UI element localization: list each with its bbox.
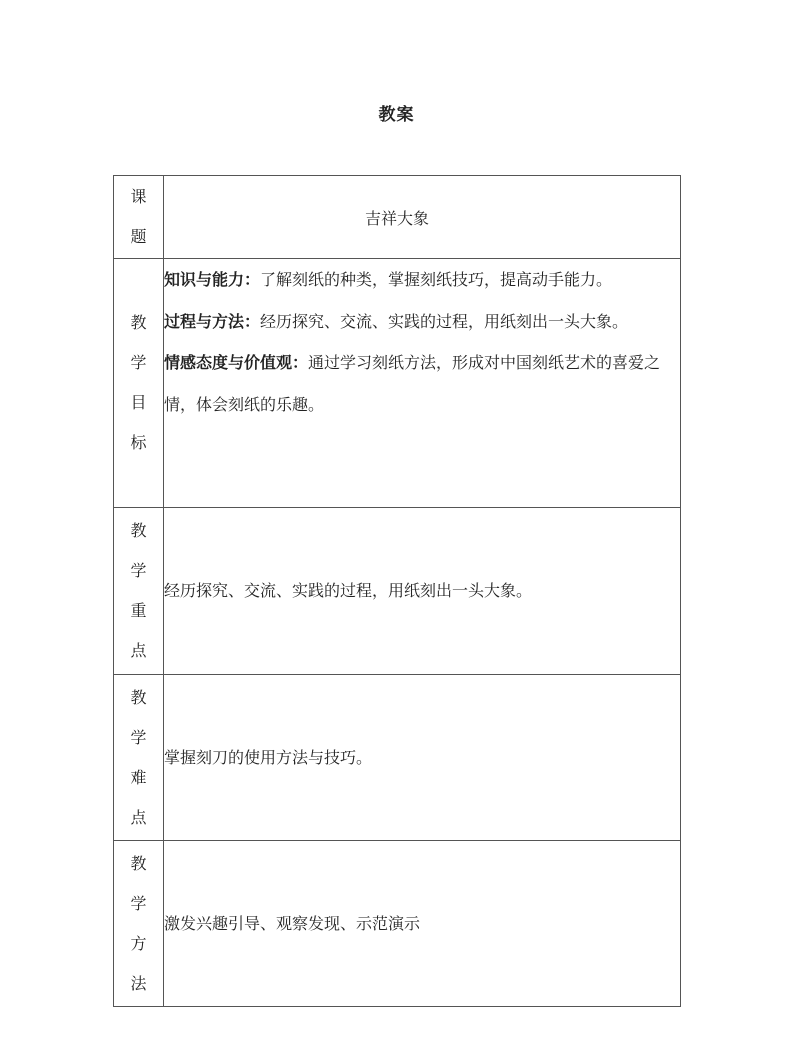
focus-value: 经历探究、交流、实践的过程，用纸刻出一头大象。 (164, 581, 533, 600)
difficulty-row (114, 675, 681, 841)
goal-process-heading: 过程与方法： (164, 311, 261, 331)
goals-label: 教学目标 (130, 313, 147, 452)
difficulty-value-cell (164, 675, 681, 841)
page-title: 教案 (378, 105, 415, 125)
topic-row (114, 176, 681, 259)
goal-knowledge-heading: 知识与能力： (164, 270, 261, 289)
goal-knowledge (164, 259, 680, 301)
lesson-plan-table (113, 175, 681, 1007)
topic-value: 吉祥大象 (364, 208, 429, 228)
goal-process-text: 经历探究、交流、实践的过程，用纸刻出一头大象。 (260, 311, 629, 331)
method-label: 教学方法 (130, 853, 147, 993)
topic-label-cell (114, 176, 164, 259)
goal-process (164, 301, 680, 343)
goal-knowledge-text: 了解刻纸的种类，掌握刻纸技巧，提高动手能力。 (260, 270, 613, 289)
goal-emotion (164, 342, 680, 425)
difficulty-label: 教学难点 (130, 687, 147, 827)
method-row (114, 841, 681, 1007)
focus-label: 教学重点 (130, 521, 147, 660)
focus-value-cell (164, 508, 681, 675)
method-value-cell (164, 841, 681, 1007)
goal-emotion-heading: 情感态度与价值观： (164, 353, 309, 372)
goals-label-cell (114, 259, 164, 508)
goal-emotion-text: 通过学习刻纸方法，形成对中国刻纸艺术的喜爱之情，体会刻纸的乐趣。 (164, 353, 661, 414)
focus-label-cell (114, 508, 164, 675)
goals-content-cell (164, 259, 681, 508)
topic-label: 课题 (130, 187, 147, 246)
difficulty-value: 掌握刻刀的使用方法与技巧。 (164, 747, 373, 767)
focus-row (114, 508, 681, 675)
goals-row (114, 259, 681, 508)
topic-value-cell (164, 176, 681, 259)
method-value: 激发兴趣引导、观察发现、示范演示 (164, 913, 421, 933)
difficulty-label-cell (114, 675, 164, 841)
method-label-cell (114, 841, 164, 1007)
